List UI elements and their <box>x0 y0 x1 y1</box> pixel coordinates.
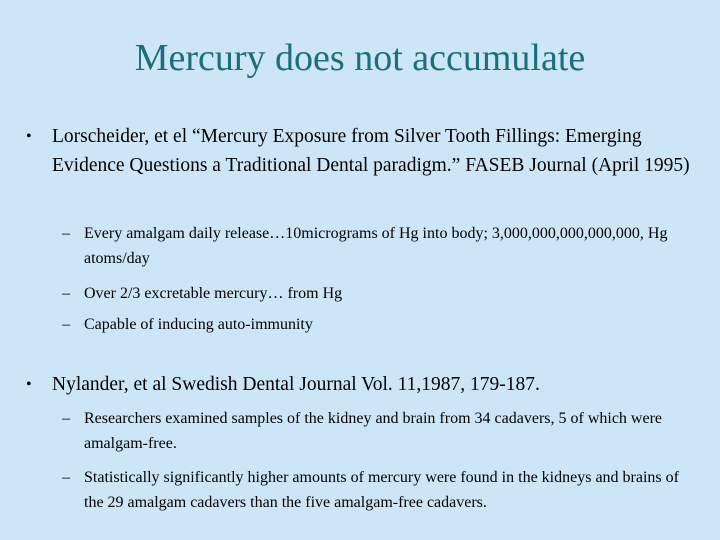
sub-item-text: Over 2/3 excretable mercury… from Hg <box>84 285 343 302</box>
sub-item-significant-findings <box>62 466 702 515</box>
slide-title: Mercury does not accumulate <box>134 37 586 79</box>
sub-item-cadaver-samples <box>62 407 702 456</box>
sub-item-text: Capable of inducing auto-immunity <box>84 316 313 333</box>
sub-item-auto-immunity <box>62 313 702 338</box>
dash-icon: – <box>62 316 70 333</box>
dash-icon: – <box>62 410 70 427</box>
bullet-text: Nylander, et al Swedish Dental Journal Vol. 11,1987, 179-187. <box>52 374 540 395</box>
sub-item-text: Every amalgam daily release…10micrograms of Hg into body; 3,000,000,000,000,000, Hg atoms/day <box>84 225 668 267</box>
bullet-text: Lorscheider, et el “Mercury Exposure from Silver Tooth Fillings: Emerging Evidence Questions a Traditional Dental paradigm.” FASEB Journal (April 1995) <box>52 126 690 176</box>
bullet-item-lorscheider <box>26 122 698 180</box>
sub-item-text: Statistically significantly higher amounts of mercury were found in the kidneys and brains of the 29 amalgam cadavers than the five amalgam-free cadavers. <box>84 469 679 511</box>
sub-item-excretable-mercury <box>62 282 702 307</box>
dash-icon: – <box>62 469 70 486</box>
sub-item-text: Researchers examined samples of the kidney and brain from 34 cadavers, 5 of which were amalgam-free. <box>84 410 663 452</box>
dash-icon: – <box>62 285 70 302</box>
bullet-icon: • <box>26 376 32 393</box>
sub-item-amalgam-release <box>62 222 702 271</box>
dash-icon: – <box>62 225 70 242</box>
bullet-item-nylander <box>26 370 698 399</box>
bullet-icon: • <box>26 128 32 145</box>
